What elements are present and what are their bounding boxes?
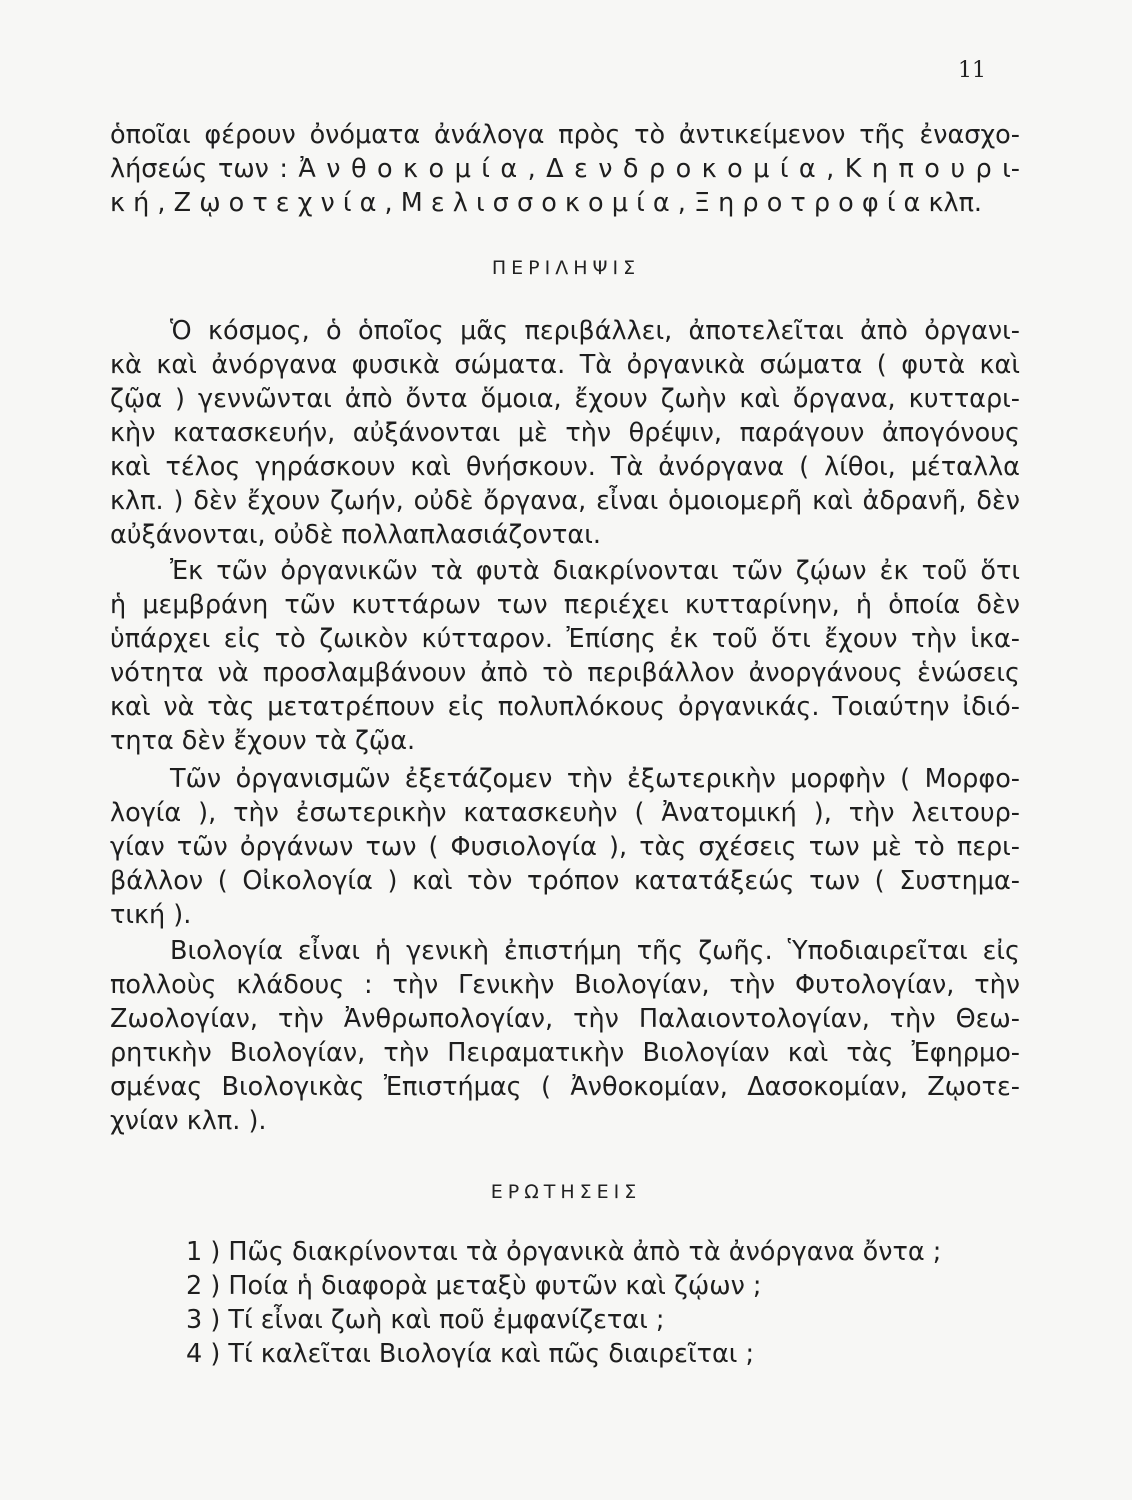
text-line: χνίαν κλπ. ). [110,1106,267,1136]
text-line: κὴν κατασκευήν, αὐξάνονται μὲ τὴν θρέψιν, παράγουν ἀπογόνους [110,418,1020,448]
page-number: 11 [958,58,986,83]
text-line: βάλλον ( Οἰκολογία ) καὶ τὸν τρόπον κατατάξεώς των ( Συστημα- [110,866,1020,896]
text-line: καὶ νὰ τὰς μετατρέπουν εἰς πολυπλόκους ὀργανικάς. Τοιαύτην ἰδιό- [110,692,1020,722]
text-line: ὑπάρχει εἰς τὸ ζωικὸν κύτταρον. Ἐπίσης ἐκ τοῦ ὅτι ἔχουν τὴν ἱκα- [110,624,1020,654]
text-line: νότητα νὰ προσλαμβάνουν ἀπὸ τὸ περιβάλλον ἀνοργάνους ἑνώσεις [110,658,1020,688]
text-line: σμένας Βιολογικὰς Ἐπιστήμας ( Ἀνθοκομίαν, Δασοκομίαν, Ζῳοτε- [110,1072,1020,1102]
summary-heading: ΠΕΡΙΛΗΨΙΣ [491,257,641,279]
text-line: πολλοὺς κλάδους : τὴν Γενικὴν Βιολογίαν, τὴν Φυτολογίαν, τὴν [110,970,1020,1000]
text-line: λογία ), τὴν ἐσωτερικὴν κατασκευὴν ( Ἀνατομική ), τὴν λειτουρ- [110,798,1020,828]
text-line: ἡ μεμβράνη τῶν κυττάρων των περιέχει κυτταρίνην, ἡ ὁποία δὲν [110,590,1020,620]
text-line: Ὁ κόσμος, ὁ ὁποῖος μᾶς περιβάλλει, ἀποτελεῖται ἀπὸ ὀργανι- [170,316,1020,346]
questions-heading: ΕΡΩΤΗΣΕΙΣ [490,1181,642,1203]
text-line: ρητικὴν Βιολογίαν, τὴν Πειραματικὴν Βιολογίαν καὶ τὰς Ἐφηρμο- [110,1038,1020,1068]
text-line: τική ). [110,900,192,930]
text-line: γίαν τῶν ὀργάνων των ( Φυσιολογία ), τὰς σχέσεις των μὲ τὸ περι- [110,832,1020,862]
text-line: κὰ καὶ ἀνόργανα φυσικὰ σώματα. Τὰ ὀργανικὰ σώματα ( φυτὰ καὶ [110,350,1020,380]
question-item: 2 ) Ποία ἡ διαφορὰ μεταξὺ φυτῶν καὶ ζῴων ; [186,1271,762,1301]
text-line: λήσεώς των : Ἀ ν θ ο κ ο μ ί α , Δ ε ν δ ρ ο κ ο μ ί α , Κ η π ο υ ρ ι- [110,154,1020,184]
question-item: 1 ) Πῶς διακρίνονται τὰ ὀργανικὰ ἀπὸ τὰ ἀνόργανα ὄντα ; [186,1237,942,1267]
text-line: Ἐκ τῶν ὀργανικῶν τὰ φυτὰ διακρίνονται τῶν ζῴων ἐκ τοῦ ὅτι [170,556,1020,586]
text-line: αὐξάνονται, οὐδὲ πολλαπλασιάζονται. [110,520,601,550]
text-line: ζῷα ) γεννῶνται ἀπὸ ὄντα ὅμοια, ἔχουν ζωὴν καὶ ὄργανα, κυτταρι- [110,384,1020,414]
question-item: 4 ) Τί καλεῖται Βιολογία καὶ πῶς διαιρεῖται ; [186,1339,755,1369]
text-line: ὁποῖαι φέρουν ὀνόματα ἀνάλογα πρὸς τὸ ἀντικείμενον τῆς ἐνασχο- [110,120,1020,150]
text-line: Ζωολογίαν, τὴν Ἀνθρωπολογίαν, τὴν Παλαιοντολογίαν, τὴν Θεω- [110,1004,1020,1034]
text-line: Τῶν ὀργανισμῶν ἐξετάζομεν τὴν ἐξωτερικὴν μορφὴν ( Μορφο- [170,764,1020,794]
text-line: κλπ. ) δὲν ἔχουν ζωήν, οὐδὲ ὄργανα, εἶναι ὁμοιομερῆ καὶ ἀδρανῆ, δὲν [110,486,1020,516]
text-line: κ ή , Ζ ῳ ο τ ε χ ν ί α , Μ ε λ ι σ σ ο κ ο μ ί α , Ξ η ρ ο τ ρ ο φ ί α κλπ. [110,188,983,218]
text-line: καὶ τέλος γηράσκουν καὶ θνήσκουν. Τὰ ἀνόργανα ( λίθοι, μέταλλα [110,452,1020,482]
text-line: τητα δὲν ἔχουν τὰ ζῷα. [110,726,416,756]
question-item: 3 ) Τί εἶναι ζωὴ καὶ ποῦ ἐμφανίζεται ; [186,1305,665,1335]
text-line: Βιολογία εἶναι ἡ γενικὴ ἐπιστήμη τῆς ζωῆς. Ὑποδιαιρεῖται εἰς [170,936,1020,966]
